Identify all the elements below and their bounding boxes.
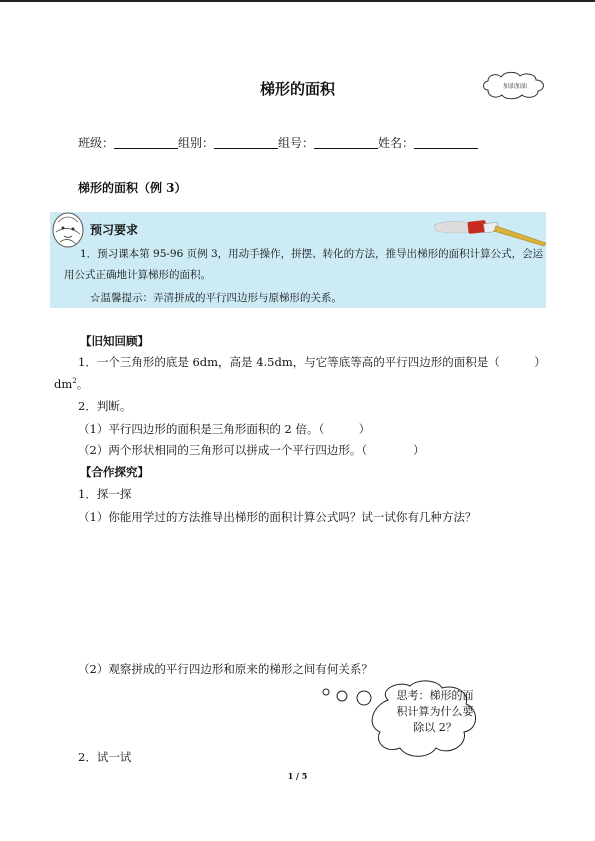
preview-title: 预习要求 <box>90 223 139 237</box>
preview-line-2: 用公式正确地计算梯形的面积。 <box>64 269 211 281</box>
review-q1: 1．一个三角形的底是 6dm，高是 4.5dm，与它等底等高的平行四边形的面积是（ ） <box>78 355 546 369</box>
unit-text: dm <box>54 377 73 391</box>
svg-text:加油加油: 加油加油 <box>502 83 528 90</box>
explore-p1-2: （2）观察拼成的平行四边形和原来的梯形之间有何关系？ <box>78 662 373 676</box>
thought-bubble-text: 思考：梯形的面积计算为什么要除以 2？ <box>396 689 474 734</box>
name-field[interactable] <box>414 136 478 149</box>
explore-heading: 【合作探究】 <box>80 465 149 479</box>
review-q2: 2．判断。 <box>78 399 132 413</box>
cloud-stamp-icon <box>480 70 550 102</box>
class-label: 班级： <box>78 136 115 150</box>
preview-line-1: 1．预习课本第 95-96 页例 3，用动手操作，拼摆、转化的方法，推导出梯形的面积计算公式，会运 <box>80 248 544 260</box>
explore-p1: 1．探一探 <box>78 487 132 501</box>
group-label: 组别： <box>178 136 215 150</box>
unit-end: 。 <box>76 377 89 391</box>
explore-p1-1: （1）你能用学过的方法推导出梯形的面积计算公式吗？试一试你有几种方法？ <box>78 510 477 524</box>
preview-tip: ☆温馨提示：弄清拼成的平行四边形与原梯形的关系。 <box>90 292 342 304</box>
review-heading: 【旧知回顾】 <box>80 334 149 348</box>
review-q2-1: （1）平行四边形的面积是三角形面积的 2 倍。（ ） <box>78 422 371 436</box>
top-rule <box>0 0 595 2</box>
group-field[interactable] <box>214 136 278 149</box>
review-q1-unit <box>54 376 88 392</box>
student-info-line <box>78 134 478 151</box>
page-title: 梯形的面积 <box>259 80 335 98</box>
number-field[interactable] <box>314 136 378 149</box>
explore-p2: 2．试一试 <box>78 750 132 764</box>
name-label: 姓名： <box>378 136 415 150</box>
page-number: 1 / 5 <box>287 771 308 781</box>
section-title: 梯形的面积（例 3） <box>78 181 187 195</box>
review-q2-2: （2）两个形状相同的三角形可以拼成一个平行四边形。（ ） <box>78 443 425 457</box>
paintbrush-icon <box>430 207 550 247</box>
number-label: 组号： <box>278 136 315 150</box>
class-field[interactable] <box>114 136 178 149</box>
unit-superscript: 2 <box>72 377 77 385</box>
